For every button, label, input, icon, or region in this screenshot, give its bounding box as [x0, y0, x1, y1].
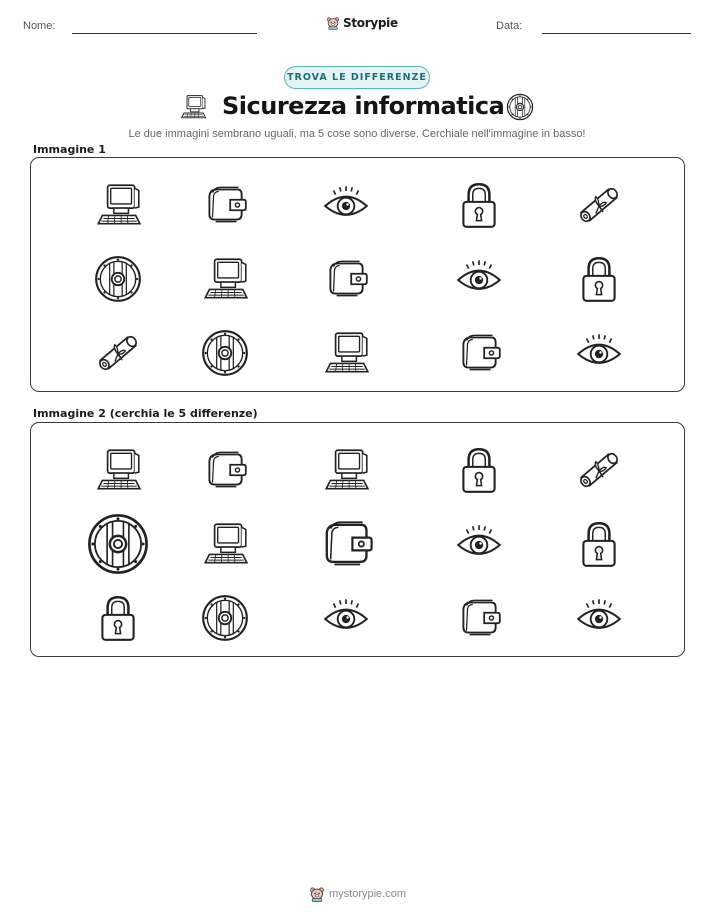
padlock-icon [573, 518, 625, 570]
wallet-icon [314, 512, 378, 576]
bear-logo-icon [309, 885, 325, 903]
scroll-icon [573, 179, 625, 231]
eye-icon [320, 592, 372, 644]
page-title: Sicurezza informatica [222, 92, 505, 120]
image2-panel[interactable] [30, 422, 685, 657]
shield-icon [92, 253, 144, 305]
image2-cell[interactable] [80, 509, 155, 579]
footer [309, 883, 406, 905]
image1-cell [80, 170, 155, 240]
computer-icon [320, 327, 372, 379]
computer-icon [92, 179, 144, 231]
image2-cell[interactable] [308, 435, 383, 505]
image1-cell [441, 318, 516, 388]
image1-cell [441, 170, 516, 240]
date-line[interactable] [542, 33, 691, 34]
image2-cell[interactable] [561, 435, 636, 505]
image1-panel [30, 157, 685, 392]
image2-cell[interactable] [308, 509, 383, 579]
wallet-icon [199, 179, 251, 231]
image2-cell[interactable] [80, 435, 155, 505]
image2-cell[interactable] [187, 583, 262, 653]
eye-icon [573, 327, 625, 379]
image2-cell[interactable] [187, 435, 262, 505]
computer-icon [92, 444, 144, 496]
image1-cell [308, 318, 383, 388]
image1-label: Immagine 1 [33, 143, 106, 156]
image1-cell [308, 244, 383, 314]
image1-cell [187, 170, 262, 240]
image2-cell[interactable] [80, 583, 155, 653]
scroll-icon [92, 327, 144, 379]
eye-icon [320, 179, 372, 231]
computer-icon [320, 444, 372, 496]
wallet-icon [453, 592, 505, 644]
brand-name: Storypie [343, 16, 398, 30]
image1-cell [561, 318, 636, 388]
wallet-icon [199, 444, 251, 496]
image2-cell[interactable] [441, 509, 516, 579]
bear-logo-icon [326, 15, 340, 31]
computer-icon [178, 92, 208, 122]
image1-cell [187, 244, 262, 314]
image1-cell [441, 244, 516, 314]
shield-icon [505, 92, 535, 122]
computer-icon [199, 253, 251, 305]
image2-cell[interactable] [561, 509, 636, 579]
image2-cell[interactable] [441, 583, 516, 653]
padlock-icon [453, 179, 505, 231]
wallet-icon [453, 327, 505, 379]
image1-cell [80, 244, 155, 314]
name-label: Nome: [23, 20, 56, 32]
image1-cell [561, 170, 636, 240]
shield-icon [199, 592, 251, 644]
computer-icon [199, 518, 251, 570]
shield-icon [84, 510, 152, 578]
image2-cell[interactable] [441, 435, 516, 505]
instructions: Le due immagini sembrano uguali, ma 5 cose sono diverse. Cerchiale nell'immagine in basso! [128, 128, 586, 140]
image1-cell [187, 318, 262, 388]
eye-icon [573, 592, 625, 644]
image2-cell[interactable] [561, 583, 636, 653]
padlock-icon [573, 253, 625, 305]
image2-cell[interactable] [187, 509, 262, 579]
padlock-icon [92, 592, 144, 644]
padlock-icon [453, 444, 505, 496]
activity-badge: TROVA LE DIFFERENZE [284, 66, 430, 89]
footer-url: mystorypie.com [329, 888, 407, 900]
brand-logo [326, 13, 398, 33]
wallet-icon [320, 253, 372, 305]
eye-icon [453, 253, 505, 305]
image2-cell[interactable] [308, 583, 383, 653]
scroll-icon [573, 444, 625, 496]
image1-cell [80, 318, 155, 388]
date-label: Data: [496, 20, 523, 32]
image2-label: Immagine 2 (cerchia le 5 differenze) [33, 407, 258, 420]
eye-icon [453, 518, 505, 570]
shield-icon [199, 327, 251, 379]
image1-cell [308, 170, 383, 240]
image1-cell [561, 244, 636, 314]
name-line[interactable] [72, 33, 257, 34]
